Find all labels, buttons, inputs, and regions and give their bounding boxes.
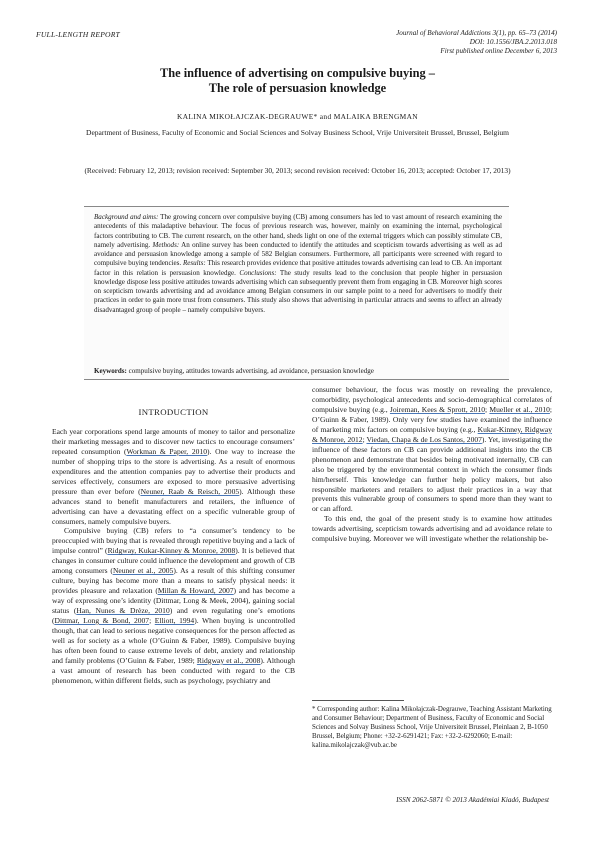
paper-title <box>60 66 535 96</box>
paragraph-1 <box>52 427 295 527</box>
citation-reference: Neuner et al., 2005 <box>112 566 174 576</box>
abstract-label-results: Results: <box>182 259 206 268</box>
citation-reference: Elliott, 1994 <box>154 616 195 626</box>
keywords-label: Keywords: <box>94 367 127 375</box>
citation-reference: Workman & Paper, 2010 <box>126 446 207 456</box>
paragraph-2 <box>52 526 295 685</box>
body-text: ). It is believed that changes in consumer culture could influence the development and growth of CB among consumers ( <box>52 546 295 576</box>
body-text: ; <box>485 404 490 414</box>
corresponding-author-footnote: * Corresponding author: Kalina Mikołajczak-Degrauwe, Teaching Assistant Marketing and Consumer Behaviour; Department of Business, Faculty of Economic and Social Sciences and Solvay Business School, Vrije Universiteit Brussel, Pleinlaan 2, B-1050 Brussel, Belgium; Phone: +32-2-6291421; Fax: +32-2-6292060; E-mail: kalina.mikolajczak@vub.ac.be <box>312 706 552 750</box>
title-line-2: The role of persuasion knowledge <box>208 81 387 95</box>
doi: DOI: 10.1556/JBA.2.2013.018 <box>469 38 557 46</box>
title-line-1: The influence of advertising on compulsive buying – <box>159 66 436 80</box>
abstract-label-background: Background and aims: <box>94 213 159 221</box>
body-text: Each year corporations spend large amounts of money to tailor and personalize their marketing messages and to discover new tactics to encourage consumers’ repeated consumption ( <box>52 426 295 456</box>
citation-reference: Han, Nunes & Drèze, 2010 <box>76 606 170 616</box>
citation-reference: Dittmar, Long & Bond, 2007 <box>54 616 150 626</box>
page-footer: ISSN 2062-5871 © 2013 Akadémiai Kiadó, Budapest <box>396 796 549 804</box>
citation-reference: Mueller et al., 2010 <box>489 404 550 414</box>
body-text: consumer behaviour, the focus was mostly on revealing the prevalence, comorbidity, psychological antecedents and socio-demographical correlates of compulsive buying (e.g., <box>312 385 552 414</box>
body-text: Compulsive buying (CB) refers to “a consumer’s tendency to be preoccupied with buying that is revealed through repetitive buying and a lack of impulse control” ( <box>52 526 295 556</box>
citation-reference: Ridgway et al., 2008 <box>196 655 261 665</box>
abstract-text-conclusions: The study results lead to the conclusion that people higher in persuasion knowledge dispose less positive attitudes towards advertising which can subsequently prevent them from engaging in CB. Moreover high scores on scepticism towards advertising and ad avoidance among Belgian consumers in our sample point to a need for advertisers to modify their practices in order to gain more trust from consumers. This study also shows that advertising in particular attracts and seems to affect an already disadvantaged group of people – namely compulsive buyers. <box>94 268 502 314</box>
citation-reference: Neuner, Raab & Reisch, 2005 <box>140 486 240 496</box>
keywords <box>94 367 502 376</box>
citation-reference: Ridgway, Kukar-Kinney & Monroe, 2008 <box>107 546 236 556</box>
keywords-text: compulsive buying, attitudes towards advertising, ad avoidance, persuasion knowledge <box>126 367 374 375</box>
publication-date: First published online December 6, 2013 <box>440 47 557 55</box>
paragraph-2-continued <box>312 385 552 514</box>
citation-reference: Millan & Howard, 2007 <box>157 586 234 596</box>
body-text: ). Although these advances stand to benefit manufacturers and retailers, the influence of advertising can have a devastating effect on a specific vulnerable group of consumers, namely compulsive buyers. <box>52 486 295 526</box>
abstract-text-methods: An online survey has been conducted to identify the attitudes and scepticism towards advertising as well as ad avoidance and persuasion knowledge among a sample of 582 Belgian consumers. Furthermore, all participants were screened with regard to compulsive buying tendencies. <box>94 240 502 268</box>
body-text: ; O’Guinn & Faber, 1989). Only very few studies have examined the influence of marketing mix factors on compulsive buying (e.g., <box>312 404 553 434</box>
abstract-label-methods: Methods: <box>152 240 180 249</box>
body-text: ). As a result of this shifting consumer culture, buying has become more than a means to satisfy physical needs: it provides pleasure and relaxation ( <box>52 566 295 596</box>
abstract-text-results: This research provides evidence that positive attitudes towards advertising can lead to CB. An important factor in this relation is persuasion knowledge. <box>94 259 502 277</box>
paragraph-3 <box>312 514 552 544</box>
body-text: ) and has become a way of expressing one’s identity (Dittmar, Long & Meek, 2004), gaining social status ( <box>52 586 295 616</box>
abstract <box>94 213 502 315</box>
body-text: ). Although a vast amount of research has been conducted with regard to the CB phenomenon, within different fields, such as psychology, psychiatry and <box>52 655 295 685</box>
abstract-label-conclusions: Conclusions: <box>239 268 277 277</box>
body-text: ). When buying is uncontrolled though, that can lead to serious negative consequences for the person affected as well as for society as a whole (O’Guinn & Faber, 1989). Compulsive buying has often been found to cause extreme levels of debt, anxiety and relationship and family problems (O’Guinn & Faber, 1989; <box>52 616 295 665</box>
body-text: ). Yet, investigating the influence of these factors on CB can provide additional insights into the CB phenomenon and demonstrate that besides being motivated internally, CB can also be triggered by the environmental context in which the consumer finds him/herself. This knowledge can further help policy makers, but also responsible marketers and retailers to adjust their practices in a way that prevents this vulnerable group of consumers to spend more than they want to or can afford. <box>312 434 552 514</box>
body-text: ; <box>362 434 367 444</box>
running-header-right <box>297 29 557 56</box>
body-text: To this end, the goal of the present study is to examine how attitudes towards advertising, scepticism towards advertising and ad avoidance relate to compulsive buying. Moreover we will investigate whether the relationship be- <box>312 514 552 544</box>
citation-reference: Joireman, Kees & Sprott, 2010 <box>389 404 485 414</box>
abstract-text-background: The growing concern over compulsive buying (CB) among consumers has led to vast amount of research examining the antecedents of this maladaptive behaviour. The focus of previous research was, however, mainly on examining the internal, psychological factors contributing to CB. The current research, on the other hand, sheds light on one of the external triggers which can possibly stimulate CB, namely advertising. <box>94 213 502 249</box>
authors: KALINA MIKOŁAJCZAK-DEGRAUWE* and MALAIKA BRENGMAN <box>177 112 418 121</box>
body-text: ). One way to increase the number of shopping trips to the store is advertising. As a result of enormous expenditures and the attention companies pay to advertise their products and services effectively, consumers are exposed to more persuasive advertising pressure than ever before ( <box>52 446 295 496</box>
citation-reference: Viedan, Chapa & de Los Santos, 2007 <box>366 434 482 444</box>
affiliation: Department of Business, Faculty of Economic and Social Sciences and Solvay Business School, Vrije Universiteit Brussel, Brussel, Belgium <box>86 128 509 137</box>
column-right <box>312 385 552 544</box>
journal-citation: Journal of Behavioral Addictions 3(1), pp. 65–73 (2014) <box>396 29 557 37</box>
running-header-left: FULL-LENGTH REPORT <box>36 30 120 39</box>
received-dates: (Received: February 12, 2013; revision received: September 30, 2013; second revision received: October 16, 2013; accepted: October 17, 2013) <box>84 166 511 175</box>
section-heading-introduction: INTRODUCTION <box>138 407 209 417</box>
footnote-rule <box>312 700 404 701</box>
body-text: ; <box>149 616 155 626</box>
column-left <box>52 408 295 686</box>
citation-reference: Kukar-Kinney, Ridgway & Monroe, 2012 <box>312 424 552 444</box>
body-text: ) and even regulating one’s emotions ( <box>52 606 295 626</box>
